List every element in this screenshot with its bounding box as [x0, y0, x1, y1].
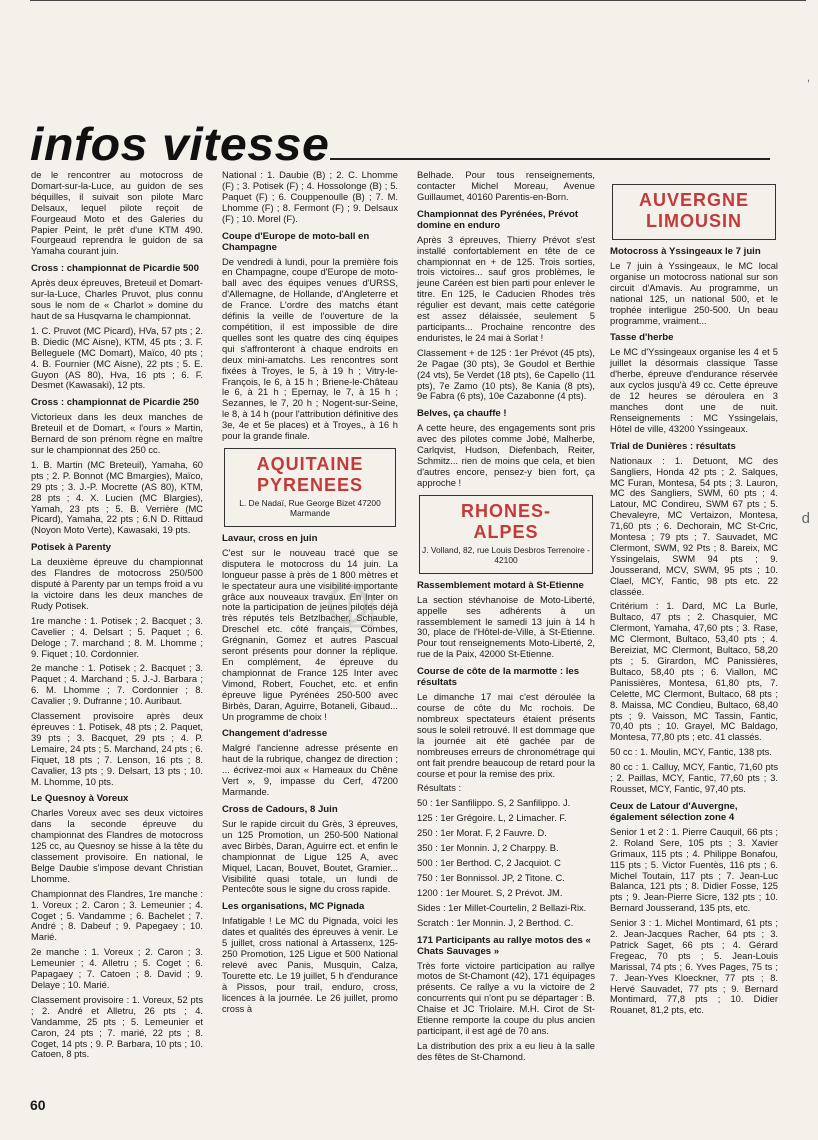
article-heading: Ceux de Latour d'Auvergne, également sélection zone 4 [610, 800, 738, 823]
region-title: AQUITAINE [256, 453, 364, 474]
region-title: PYRENEES [256, 474, 364, 495]
article-paragraph: Charles Voreux avec ses deux victoires dans la seconde épreuve du championnat des Flandres de motocross 125 cc, au Quesnoy se hisse à la tête du classement provisoire. En national, le Belge Daubie s'impose devant Christian Lhomme. [31, 808, 203, 884]
region-title: RHONES- [460, 500, 551, 521]
article-paragraph: Classement provisoire : 1. Voreux, 52 pts ; 2. André et Alletru, 26 pts ; 4. Vandamme, 25 pts ; 5. Lemeunier et Caron, 24 pts ; 7. marié, 22 pts ; 8. Coget, 14 pts ; 9. P. Barbara, 10 pts ; 10. Catoen, 8 pts. [31, 994, 203, 1060]
article-heading: Potisek à Parenty [31, 542, 111, 554]
masthead [30, 120, 770, 168]
article-paragraph: 1re manche : 1. Potisek ; 2. Bacquet ; 3. Cavelier ; 4. Delsart ; 5. Paquet ; 6. Deloge ; 7. marchand ; 8. M. Lhomme ; 9. Fiquet ; 10. Cordonnier. [31, 615, 203, 659]
watermark-logo-icon [326, 578, 378, 636]
article-paragraph: 50 : 1er Sanfilippo. S, 2 Sanfilippo. J. [417, 798, 571, 809]
article-paragraph: Infatigable ! Le MC du Pignada, voici les dates et qualités des épreuves à venir. Le 5 juillet, cross national à Artassenx, 125-250 Promotion, 125 Ligue et 500 National relevé avec Panis, Musquin, Calza, Tourette etc. Le 19 juillet, 5 h d'endurance à Pissos, pour trail, enduro, cross, licences à la journée. Le 26 juillet, promo cross à [222, 916, 398, 1014]
article-paragraph: Classement + de 125 : 1er Prévot (45 pts), 2e Pagae (30 pts), 3e Goudol et Berthie (24 vts), 5e Verdet (18 pts), 6e Capello (11 pts), 7e Zamo (10 pts), 8e Kania (8 pts), 9e Fabra (6 pts), 10e Cazabonne (4 pts). [417, 347, 595, 402]
margin-mark: d [801, 510, 810, 527]
region-correspondent-address: L. De Nadaï, Rue George Bizet 47200 Marmande [239, 497, 381, 518]
article-paragraph: Très forte victoire participation au rallye motos de St-Chamont (42), 171 équipages présents. Ce rallye a vu la victoire de 2 concurrents qui n'ont pu se départager : B. Chaise et JC Triolaire. M.H. Cirot de St-Etienne remporte la coupe du plus ancien participant, il est agé de 70 ans. [417, 960, 595, 1036]
page-number: 60 [30, 1097, 46, 1113]
article-heading: Course de côte de la marmotte : les résultats [417, 666, 580, 689]
article-heading: Lavaur, cross en juin [222, 532, 318, 544]
article-paragraph: A cette heure, des engagements sont pris avec des pilotes comme Jobé, Malherbe, Carlqvist, Hudson, Diefenbach, Reiter, Schmitz... rien de moins que cela, et bien d'autres encore, pensez-y bien fort, ça approche ! [417, 423, 595, 488]
article-paragraph: 1. B. Martin (MC Breteuil), Yamaha, 60 pts ; 2. P. Bonnot (MC Bmargies), Maïco, 29 pts ; 3. J.-P. Mocrette (AS 80), KTM, 28 pts ; 4. X. Lucien (MC Blargies), Yamah, 23 pts ; 5. B. Verrière (MC Picard), Yamaha, 22 pts ; 6.N D. Rittaud (Noyon Moto Verte), Kawasaki, 19 pts. [31, 459, 203, 536]
article-heading: Cross : championnat de Picardie 250 [31, 397, 199, 409]
article-paragraph: Victorieux dans les deux manches de Breteuil et de Domart, « l'ours » Martin, Bernard de son prénom règne en maître sur le championnat des 250 cc. [31, 412, 203, 456]
article-heading: Rassemblement motard à St-Etienne [417, 579, 584, 591]
article-heading: 171 Participants au rallye motos des « Chats Sauvages » [417, 934, 591, 957]
article-paragraph: Critérium : 1. Dard, MC La Burle, Bultaco, 47 pts ; 2. Chasquier, MC Clermont, Yamaha, 47,60 pts ; 3. Rase, MC Clermont, Bultaco, 53,40 pts ; 4. Bereiziat, MC Clermont, Bultaco, 58,20 pts ; 5. Girardon, MC Panissières, Bultaco, 58,40 pts ; 6. Viallon, MC Panissières, Montesa, 61,80 pts, 7. Celette, MC Clermont, Bultaco, 68 pts ; 8. Maissa, MC Condieu, Bultaco, 68,40 pts ; 9. Vaisson, MC Tassin, Fantic, 70,40 pts ; 10. Grayel, MC Baldago, Montesa, 77,80 pts ; etc. 41 classés. [610, 601, 778, 743]
article-paragraph: La section stévhanoise de Moto-Liberté, appelle ses adhérents à un rassemblement le samedi 13 juin à 14 h 30, place de l'Hôtel-de-Ville, à St-Etienne. Pour tout renseignements Moto-Liberté, 2, rue de la Paix, 42000 St-Etienne. [417, 594, 595, 660]
article-paragraph: Senior 3 : 1. Michel Montimard, 61 pts ; 2. Jean-Jacques Racher, 64 pts ; 3. Patrick Saget, 66 pts ; 4. Gérard Fregeac, 70 pts ; 5. Jean-Louis Marissal, 74 pts ; 6. Yves Pages, 75 ts ; 7. Jean-Yves Kloeckner, 77 pts ; 8. Hervé Sauvadet, 77 pts ; 9. Bernard Montimard, 77,8 pts ; 10. Didier Rouanet, 81,2 pts, etc. [610, 918, 778, 1016]
region-title: LIMOUSIN [646, 211, 742, 231]
article-paragraph: 350 : 1er Monnin. J, 2 Charppy. B. [417, 843, 559, 854]
region-correspondent-address: J. Volland, 82, rue Louis Desbros Terrenoire - 42100 [422, 544, 590, 565]
article-paragraph: Le 7 juin à Yssingeaux, le MC local organise un motocross national sur son circuit d'Amavis. Au programme, un national 125, un national 500, et le trophée interligue 250-500. Un beau programme, vraiment... [610, 261, 778, 326]
article-heading: Belves, ça chauffe ! [417, 408, 507, 420]
top-rule [30, 0, 806, 5]
article-heading: Championnat des Pyrénées, Prévot domine en enduro [417, 208, 579, 231]
region-title: ALPES [473, 521, 539, 542]
article-paragraph: de le rencontrer au motocross de Domart-sur-la-Luce, au guidon de ses béquilles, il suivait son pilote Marc Delsaux, lequel pilote reçoit de Fourgeaud Moto et des Galeries du Papier Peint, le prêt d'une KTM 490. Fourgeaud reprendra le guidon de sa Yamaha courant juin. [31, 170, 203, 257]
article-paragraph: La distribution des prix a eu lieu à la salle des fêtes de St-Chamond. [417, 1040, 595, 1062]
article-paragraph: 80 cc : 1. Calluy, MCY, Fantic, 71,60 pts ; 2. Paillas, MCY, Fantic, 77,60 pts ; 3. Rousset, MCY, Fantic, 97,40 pts. [610, 762, 778, 794]
article-paragraph: Sur le rapide circuit du Grès, 3 épreuves, un 125 Promotion, un 250-500 National avec Birbès, Daran, Aguirre ect. et enfin le championnat de Ligue 125 A, avec Miquel, Lacan, Bouvet, Boutet, Gramier... Visibilité quasi totale, un lundi de Pentecôte sous le signe du cross rapide. [222, 818, 398, 895]
article-paragraph: 125 : 1er Grégoire. L, 2 Limacher. F. [417, 813, 567, 824]
article-paragraph: 250 : 1er Morat. F, 2 Fauvre. D. [417, 828, 547, 839]
article-paragraph: Après deux épreuves, Breteuil et Domart-sur-la-Luce, Charles Pruvot, plus connu sous le nom de « Charlot » domine du haut de sa Husqvarna le championnat. [31, 278, 203, 321]
article-paragraph: 750 : 1er Bonnissol. JP, 2 Titone. C. [417, 872, 565, 883]
article-paragraph: Après 3 épreuves, Thierry Prévot s'est installé confortablement en tête de ce championnat en + de 125. Trois sorties, trois victoires... sauf gros problèmes, le jeune Caréen est bien parti pour enlever le titre. En 125, le Caducien Rhodes très régulier est devant, mais cette catégorie est assez délaissée, seulement 5 participants... Prochaine rencontre des enduristes, le 24 mai à Sorlat ! [417, 234, 595, 343]
article-heading: Changement d'adresse [222, 728, 328, 740]
article-paragraph: Scratch : 1er Monnin. J, 2 Berthod. C. [417, 917, 574, 928]
article-paragraph: 500 : 1er Berthod. C, 2 Jacquiot. C [417, 857, 561, 868]
margin-mark: , [806, 72, 810, 84]
article-paragraph: 1200 : 1er Mouret. S, 2 Prévot. JM. [417, 887, 563, 898]
region-header-box [612, 184, 776, 240]
article-heading: Les organisations, MC Pignada [222, 901, 365, 913]
article-paragraph: Belhade. Pour tous renseignements, contacter Michel Moreau, Avenue Guillaumet, 40160 Parentis-en-Born. [417, 170, 595, 202]
article-heading: Trial de Dunières : résultats [610, 440, 736, 452]
column-3 [417, 170, 595, 1067]
article-paragraph: 2e manche : 1. Potisek ; 2. Bacquet ; 3. Paquet ; 4. Marchand ; 5. J.-J. Barbara ; 6. M. Lhomme ; 7. Cordonnier ; 8. Cavalier ; 9. Dufranne ; 10. Auribaut. [31, 663, 203, 707]
article-paragraph: Le dimanche 17 mai c'est déroulée la course de côte du Mc rochois. De nombreux spectateurs étaient présents sous le soleil retrouvé. Il est dommage que la journée ait été gachée par de nombreuses erreurs de chronométrage qui ont fait prendre beaucoup de retard pour la course et pour la remise des prix. [417, 692, 595, 779]
article-heading: Motocross à Yssingeaux le 7 juin [610, 246, 761, 257]
region-header-box [419, 495, 593, 574]
article-paragraph: Résultats : [417, 783, 462, 794]
column-4 [610, 178, 778, 1020]
article-heading: Tasse d'herbe [610, 332, 674, 344]
article-paragraph: C'est sur le nouveau tracé que se disputera le motocross du 14 juin. La longueur passe à près de 1 800 mètres et le spectateur aura une visibilité importante grâce aux nouveaux travaux. En Inter on note la participation de jeunes pilotes déjà très réputés tels Betzlbacher, Schauble, Dreschel etc. côté français, Combes, Grégnanin, Gomez et autres Pascual seront présents pour donner la réplique. En complément, 4e épreuve du championnat de France 125 Inter avec Vimond, Robert, Fouchet, etc. et enfin épreuve ligue Pyrénées 250-500 avec Birbès, Daran, Aguirre, Botaneli, Gibaud... Un programme de choix ! [222, 547, 398, 722]
article-paragraph: Le MC d'Yssingeaux organise les 4 et 5 juillet la désormais classique Tasse d'herbe, épreuve d'endurance réservée aux cyclos jusqu'à 49 cc. Cette épreuve de 12 heures se déroulera en 3 manches dont une de nuit. Renseignements : MC Yssingelais, Hôtel de ville, 43200 Yssingeaux. [610, 347, 778, 434]
article-heading: Coupe d'Europe de moto-ball en Champagne [222, 230, 370, 253]
article-paragraph: Nationaux : 1. Detuont, MC des Sangliers, Honda 42 pts ; 2. Salques, MC Furan, Montesa, 54 pts ; 3. Lauron, MC des Sangliers, SWM, 60 pts ; 4. Latour, MC Condireu, SWM 67 pts ; 5. Chevaleyre, MC Vertaizon, Montesa, 71,60 pts ; 6. Dechorain, MC St-Cric, Montesa ; 79 pts ; 7. Sauvadet, MC Clermont, SWM, 92 Pts ; 8. Bareix, MC Yssingelais, SWM 94 pts ; 9. Jousserand, MCV, SWM, 95 pts ; 10. Clael, MCY, Fantic, 98 pts etc. 22 classée. [610, 455, 778, 597]
article-heading: Cross : championnat de Picardie 500 [31, 263, 199, 275]
article-paragraph: 1. C. Pruvot (MC Picard), HVa, 57 pts ; 2. B. Diedic (MC Aisne), KTM, 45 pts ; 3. F. Belleguele (MC Domart), Maïco, 40 pts ; 4. B. Fournier (MC Aisne), 22 pts ; 5. E. Guyon (AS 80), Hva, 16 pts ; 6. F. Desmet (Kawasaki), 12 pts. [31, 325, 203, 391]
article-paragraph: National : 1. Daubie (B) ; 2. C. Lhomme (F) ; 3. Potisek (F) ; 4. Hossolonge (B) ; 5. Paquet (F) ; 6. Couppenoulle (B) ; 7. M. Lhomme (F) ; 8. Fermont (F) ; 9. Delsaux (F) ; 10. Morel (F). [222, 170, 398, 224]
page-title: infos vitesse [30, 118, 330, 170]
article-heading: Cross de Cadours, 8 Juin [222, 803, 338, 815]
article-heading: Le Quesnoy à Voreux [31, 793, 129, 805]
column-1 [31, 170, 203, 1064]
article-paragraph: Sides : 1er Millet-Courtelin, 2 Bellazi-Rix. [417, 902, 587, 913]
masthead-rule [330, 158, 770, 160]
article-paragraph: Malgré l'ancienne adresse présente en haut de la rubrique, changez de direction ; ... écrivez-moi aux « Hameaux du Chêne Vert », 9, impasse du Cerf, 47200 Marmande. [222, 743, 398, 798]
article-paragraph: 2e manche : 1. Voreux ; 2. Caron ; 3. Lemeunier ; 4. Alletru ; 5. Coget ; 6. Papagaey ; 7. Catoen ; 8. David ; 9. Delaye ; 10. Marié. [31, 947, 203, 990]
article-paragraph: Championnat des Flandres, 1re manche : 1. Voreux ; 2. Caron ; 3. Lemeunier ; 4. Coget ; 5. Vandamme ; 6. Bachelet ; 7. André ; 8. Dabeuf ; 9. Papegaey ; 10. Marié. [31, 888, 203, 943]
region-title: AUVERGNE [638, 190, 749, 210]
article-paragraph: De vendredi à lundi, pour la première fois en Champagne, coupe d'Europe de moto-ball avec des équipes venues d'URSS, d'Allemagne, de Hollande, d'Angleterre et de France. L'ordre des matchs étant définis la veille de l'ouverture de la compétition, il est impossible de dire quelles sont les quatre des cinq équipes qui s'affronteront à chaque endroits en deux mini-amatchs. Les rencontres sont fixées à Troyes, le 5, à 19 h ; Vitry-le-François, le 6, à 15 h ; Briene-le-Château le 6, à 21 h ; Epernay, le 7, à 15 h ; Sezannes, le 7, 20 h ; Nogent-sur-Seine, le 8, à 14 h (pour l'attribution définitive des 3e, 4e et 5e places) et à Troyes,, à 16 h pour la grande finale. [222, 256, 398, 442]
article-paragraph: La deuxième épreuve du championnat des Flandres de motocross 250/500 disputé à Parenty par un temps froid a vu la victoire dans les deux manches de Rudy Potisek. [31, 557, 203, 611]
region-header-box [224, 448, 396, 527]
article-paragraph: Senior 1 et 2 : 1. Pierre Cauquil, 66 pts ; 2. Roland Sere, 105 pts ; 3. Xavier Grimaux, 115 pts ; 4. Philippe Bonafou, 115 pts ; 5. Victor Fuentès, 116 pts ; 6. Michel Toutain, 117 pts ; 7. Jean-Luc Balanca, 121 pts ; 8. Didier Fosse, 125 pts ; 9. Jean-Pierre Sicre, 132 pts ; 10. Bernard Jousserand, 135 pts, etc. [610, 826, 778, 914]
article-paragraph: 50 cc : 1. Moulin, MCY, Fantic, 138 pts. [610, 747, 772, 758]
article-paragraph: Classement provisoire après deux épreuves : 1. Potisek, 48 pts ; 2. Paquet, 39 pts ; 3. Bacquet, 29 pts ; 4. P. Lemaire, 24 pts ; 5. Marchand, 24 pts ; 6. Fiquet, 18 pts ; 7. Lenson, 16 pts ; 8. Cavalier, 13 pts ; 9. Delsart, 13 pts ; 10. M. Lhomme, 10 pts. [31, 711, 203, 787]
